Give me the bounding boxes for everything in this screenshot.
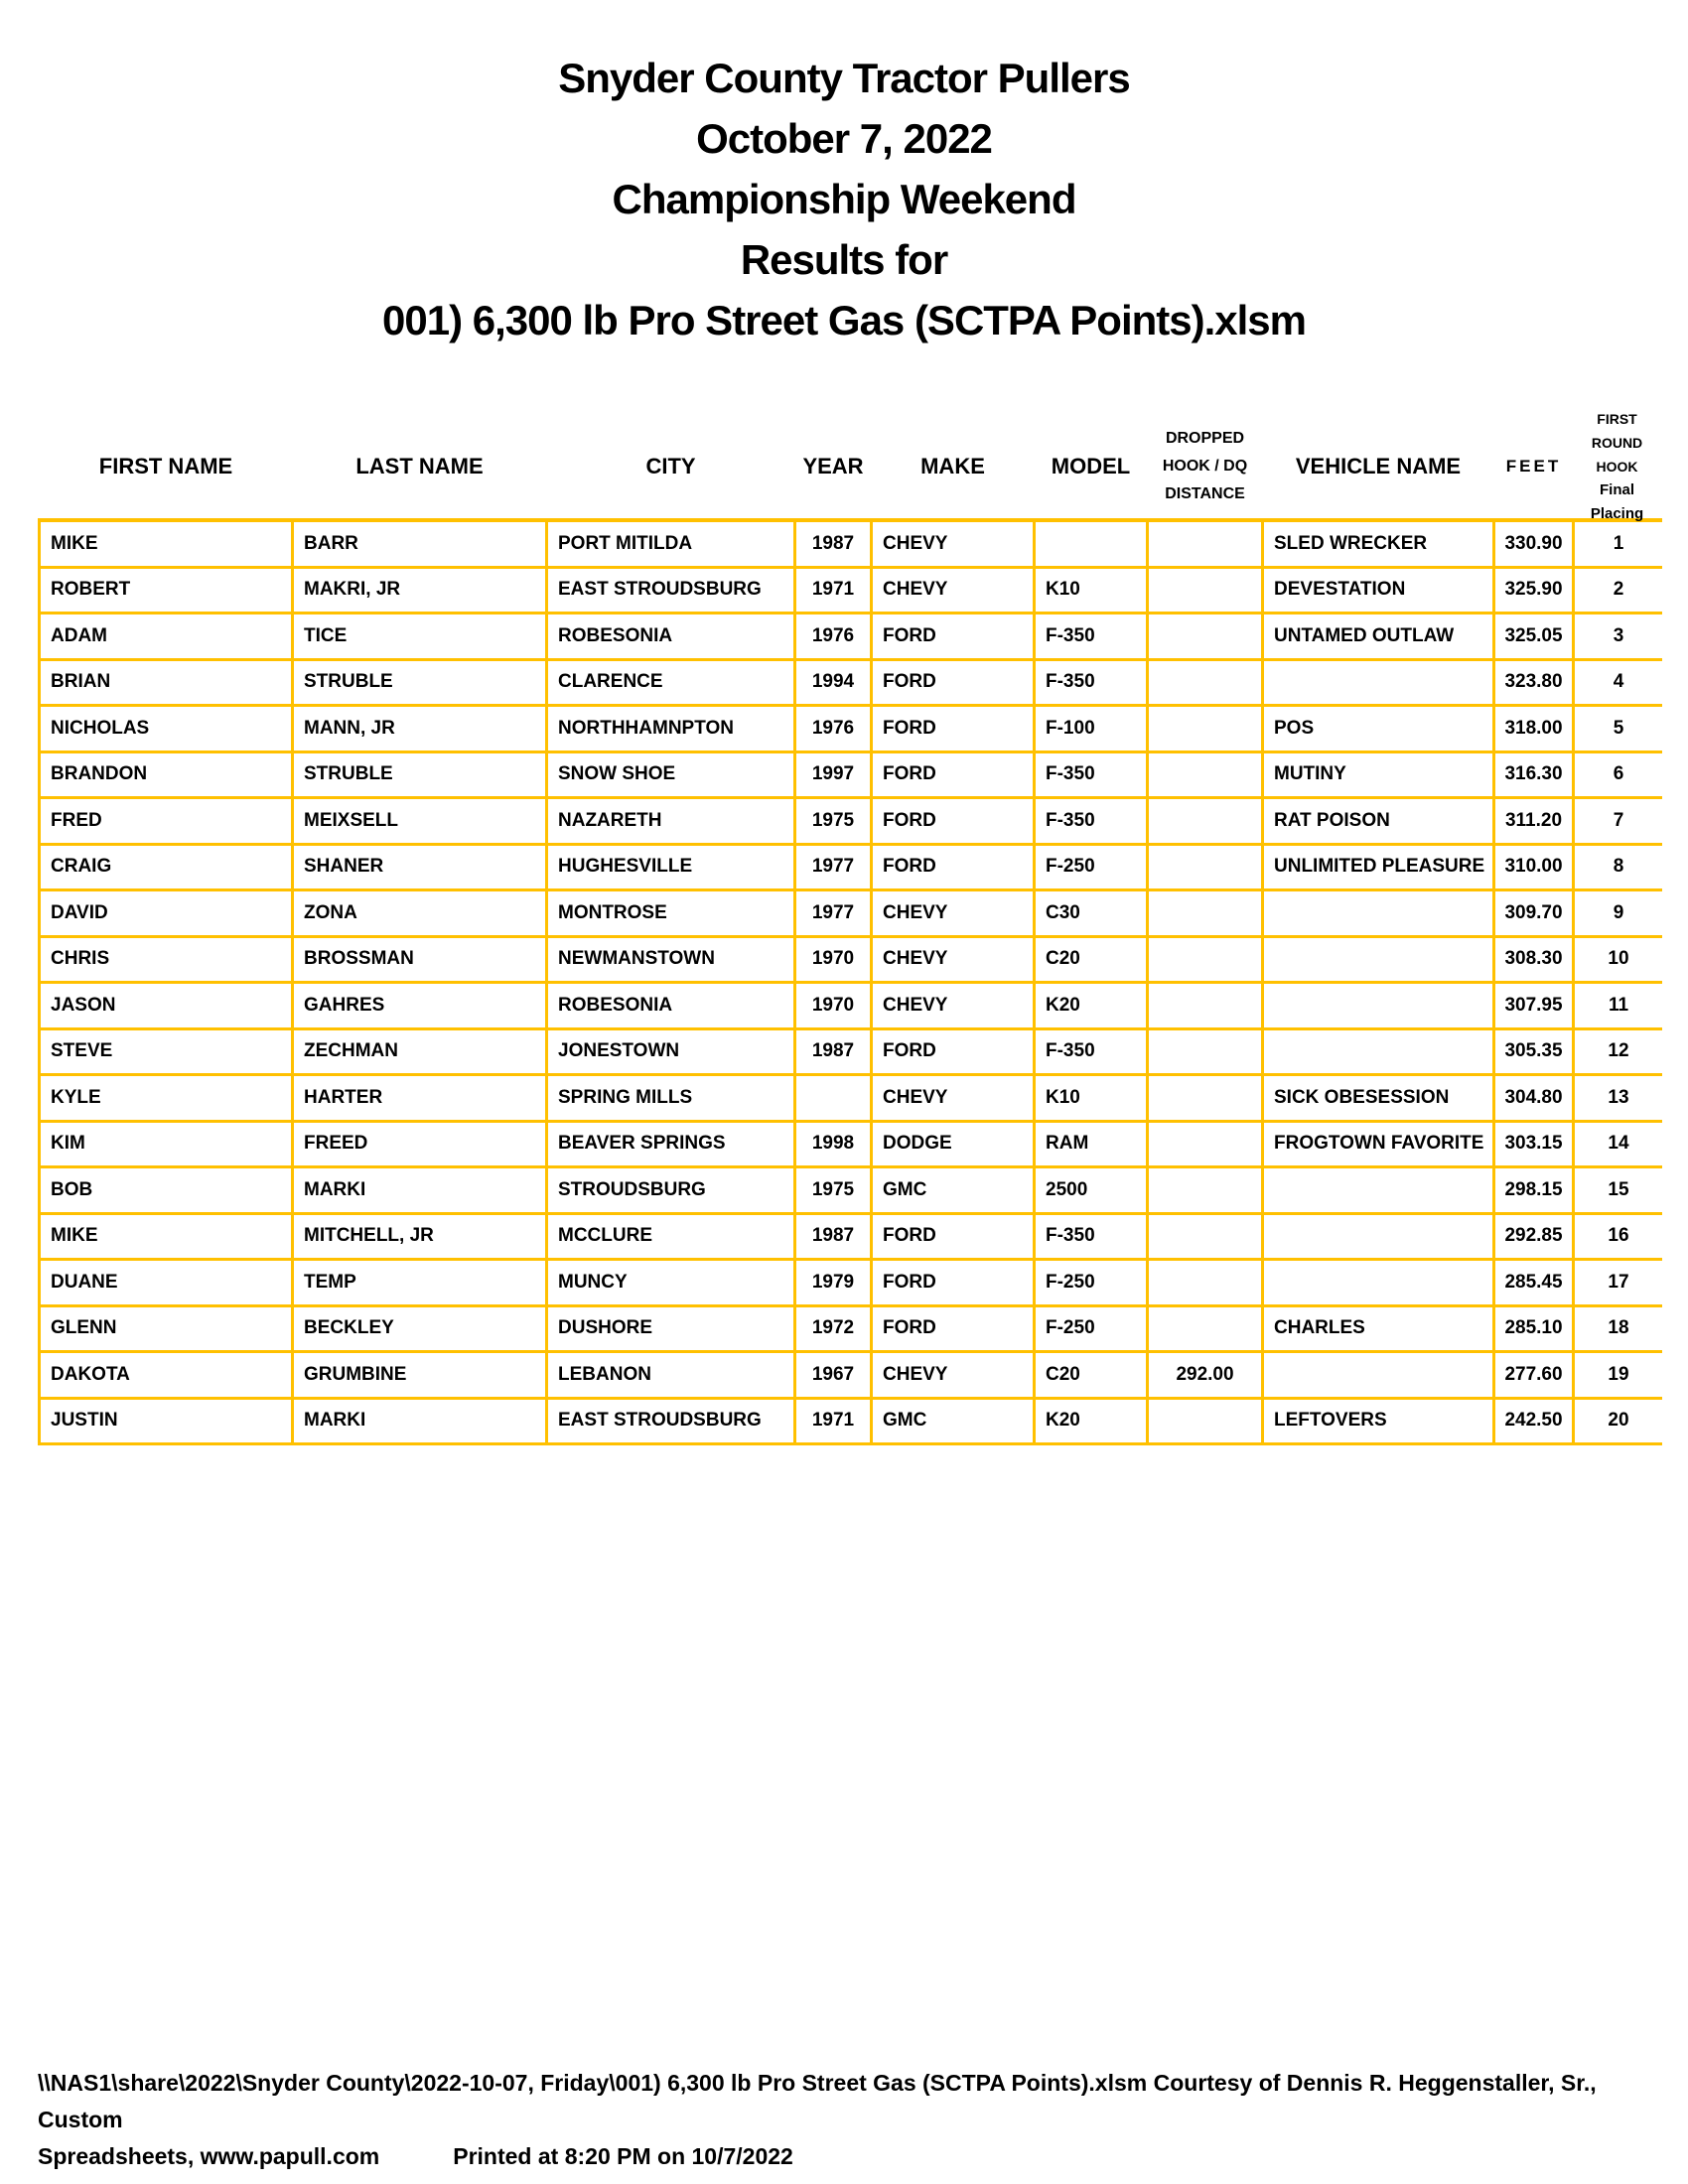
cell-final-placing: 1	[1613, 532, 1624, 554]
cell-first-name: CHRIS	[41, 938, 294, 982]
cell-dropped-hook-distance	[1149, 569, 1264, 613]
table-row	[41, 1076, 1662, 1123]
table-row	[41, 522, 1662, 569]
cell-last-name: MANN, JR	[294, 707, 548, 751]
cell-year: 1970	[796, 938, 873, 982]
cell-last-name: MARKI	[294, 1168, 548, 1212]
cell-dropped-hook-distance	[1149, 846, 1264, 889]
table-row	[41, 1215, 1662, 1262]
cell-first-name: MIKE	[41, 1215, 294, 1259]
cell-make: CHEVY	[873, 891, 1036, 935]
cell-last-name: BECKLEY	[294, 1307, 548, 1351]
table-row	[41, 569, 1662, 615]
footer-printed-at: Printed at 8:20 PM on 10/7/2022	[453, 2143, 793, 2169]
cell-final-placing: 13	[1608, 1086, 1629, 1108]
cell-dropped-hook-distance	[1149, 1400, 1264, 1443]
cell-feet: 277.60	[1495, 1353, 1575, 1397]
cell-final-placing: 20	[1608, 1410, 1629, 1432]
cell-feet: 242.50	[1495, 1400, 1575, 1443]
cell-first-name: KYLE	[41, 1076, 294, 1120]
cell-dropped-hook-distance	[1149, 614, 1264, 658]
cell-feet: 318.00	[1495, 707, 1575, 751]
cell-vehicle-name: POS	[1264, 707, 1495, 751]
cell-final-placing: 3	[1613, 624, 1624, 646]
cell-make: FORD	[873, 661, 1036, 705]
header-dropped-line2: HOOK / DQ	[1162, 458, 1248, 475]
header-placing-line3: Final Placing	[1590, 481, 1644, 522]
cell-year: 1975	[796, 1168, 873, 1212]
cell-final-placing: 14	[1608, 1133, 1629, 1155]
cell-year: 1987	[796, 1215, 873, 1259]
cell-model: C20	[1036, 1353, 1149, 1397]
cell-city: HUGHESVILLE	[548, 846, 796, 889]
cell-dropped-hook-distance	[1149, 1307, 1264, 1351]
cell-dropped-hook-distance	[1149, 891, 1264, 935]
cell-city: ROBESONIA	[548, 984, 796, 1027]
cell-city: EAST STROUDSBURG	[548, 1400, 796, 1443]
cell-city: EAST STROUDSBURG	[548, 569, 796, 613]
title-org: Snyder County Tractor Pullers	[558, 55, 1130, 101]
cell-final-placing: 18	[1608, 1317, 1629, 1339]
header-dropped-line1: DROPPED	[1165, 430, 1245, 447]
cell-feet: 303.15	[1495, 1123, 1575, 1166]
cell-city: NEWMANSTOWN	[548, 938, 796, 982]
cell-vehicle-name: LEFTOVERS	[1264, 1400, 1495, 1443]
cell-dropped-hook-distance	[1149, 707, 1264, 751]
cell-year: 1979	[796, 1261, 873, 1304]
cell-dropped-hook-distance	[1149, 753, 1264, 797]
cell-city: STROUDSBURG	[548, 1168, 796, 1212]
cell-year: 1975	[796, 799, 873, 843]
cell-model: F-350	[1036, 799, 1149, 843]
cell-first-name: KIM	[41, 1123, 294, 1166]
cell-city: SPRING MILLS	[548, 1076, 796, 1120]
cell-last-name: STRUBLE	[294, 661, 548, 705]
cell-last-name: MAKRI, JR	[294, 569, 548, 613]
cell-first-name: STEVE	[41, 1030, 294, 1074]
cell-final-placing: 12	[1608, 1040, 1629, 1062]
cell-vehicle-name: UNTAMED OUTLAW	[1264, 614, 1495, 658]
cell-vehicle-name: RAT POISON	[1264, 799, 1495, 843]
footer-website: Spreadsheets, www.papull.com	[38, 2143, 380, 2169]
cell-year: 1971	[796, 569, 873, 613]
cell-model: RAM	[1036, 1123, 1149, 1166]
cell-final-placing: 8	[1613, 856, 1624, 878]
cell-last-name: BROSSMAN	[294, 938, 548, 982]
footer-print-info	[38, 2138, 1656, 2175]
cell-make: CHEVY	[873, 522, 1036, 566]
cell-city: PORT MITILDA	[548, 522, 796, 566]
cell-make: GMC	[873, 1400, 1036, 1443]
cell-dropped-hook-distance	[1149, 938, 1264, 982]
header-city: CITY	[645, 454, 696, 478]
cell-first-name: JUSTIN	[41, 1400, 294, 1443]
cell-feet: 325.90	[1495, 569, 1575, 613]
header-year: YEAR	[802, 454, 864, 478]
cell-vehicle-name: DEVESTATION	[1264, 569, 1495, 613]
cell-city: SNOW SHOE	[548, 753, 796, 797]
cell-first-name: DAVID	[41, 891, 294, 935]
cell-model: C30	[1036, 891, 1149, 935]
cell-last-name: MARKI	[294, 1400, 548, 1443]
cell-year: 1971	[796, 1400, 873, 1443]
cell-year: 1967	[796, 1353, 873, 1397]
table-row	[41, 938, 1662, 985]
header-make: MAKE	[920, 454, 985, 478]
cell-first-name: GLENN	[41, 1307, 294, 1351]
cell-vehicle-name	[1264, 938, 1495, 982]
cell-last-name: ZECHMAN	[294, 1030, 548, 1074]
cell-final-placing: 10	[1608, 948, 1629, 970]
cell-vehicle-name: MUTINY	[1264, 753, 1495, 797]
cell-final-placing: 19	[1608, 1363, 1629, 1385]
cell-dropped-hook-distance	[1149, 1123, 1264, 1166]
cell-last-name: GAHRES	[294, 984, 548, 1027]
cell-final-placing: 5	[1613, 717, 1624, 739]
cell-make: FORD	[873, 799, 1036, 843]
cell-vehicle-name	[1264, 1353, 1495, 1397]
cell-model: F-350	[1036, 753, 1149, 797]
header-feet: FEET	[1505, 457, 1562, 476]
title-date: October 7, 2022	[696, 115, 992, 162]
table-row	[41, 753, 1662, 800]
cell-first-name: BRIAN	[41, 661, 294, 705]
cell-year: 1976	[796, 707, 873, 751]
cell-model: K10	[1036, 569, 1149, 613]
cell-model: K10	[1036, 1076, 1149, 1120]
cell-year	[796, 1076, 873, 1120]
cell-city: NORTHHAMNPTON	[548, 707, 796, 751]
cell-vehicle-name	[1264, 984, 1495, 1027]
cell-vehicle-name: CHARLES	[1264, 1307, 1495, 1351]
cell-make: FORD	[873, 1030, 1036, 1074]
cell-dropped-hook-distance: 292.00	[1149, 1353, 1264, 1397]
cell-feet: 285.10	[1495, 1307, 1575, 1351]
cell-model: 2500	[1036, 1168, 1149, 1212]
cell-year: 1994	[796, 661, 873, 705]
cell-model: F-250	[1036, 1307, 1149, 1351]
cell-last-name: SHANER	[294, 846, 548, 889]
table-row	[41, 846, 1662, 892]
cell-city: LEBANON	[548, 1353, 796, 1397]
cell-last-name: GRUMBINE	[294, 1353, 548, 1397]
cell-dropped-hook-distance	[1149, 1076, 1264, 1120]
cell-final-placing: 16	[1608, 1225, 1629, 1247]
cell-last-name: MITCHELL, JR	[294, 1215, 548, 1259]
header-model: MODEL	[1051, 454, 1131, 478]
cell-city: JONESTOWN	[548, 1030, 796, 1074]
cell-city: MUNCY	[548, 1261, 796, 1304]
title-event: Championship Weekend	[612, 176, 1076, 222]
table-row	[41, 1307, 1662, 1354]
cell-make: FORD	[873, 614, 1036, 658]
cell-first-name: JASON	[41, 984, 294, 1027]
table-row	[41, 799, 1662, 846]
cell-model: F-350	[1036, 1215, 1149, 1259]
cell-year: 1970	[796, 984, 873, 1027]
cell-vehicle-name	[1264, 1168, 1495, 1212]
cell-last-name: FREED	[294, 1123, 548, 1166]
cell-first-name: ROBERT	[41, 569, 294, 613]
title-results-for: Results for	[740, 236, 948, 283]
cell-feet: 298.15	[1495, 1168, 1575, 1212]
header-placing-line1: FIRST ROUND	[1591, 411, 1643, 451]
cell-first-name: NICHOLAS	[41, 707, 294, 751]
cell-feet: 307.95	[1495, 984, 1575, 1027]
cell-city: MONTROSE	[548, 891, 796, 935]
table-row	[41, 707, 1662, 753]
cell-year: 1987	[796, 1030, 873, 1074]
cell-model	[1036, 522, 1149, 566]
table-body	[38, 518, 1662, 1445]
cell-model: K20	[1036, 1400, 1149, 1443]
cell-year: 1976	[796, 614, 873, 658]
cell-make: CHEVY	[873, 569, 1036, 613]
cell-last-name: BARR	[294, 522, 548, 566]
cell-dropped-hook-distance	[1149, 1261, 1264, 1304]
cell-first-name: DUANE	[41, 1261, 294, 1304]
cell-feet: 330.90	[1495, 522, 1575, 566]
cell-year: 1997	[796, 753, 873, 797]
cell-model: F-250	[1036, 1261, 1149, 1304]
cell-first-name: CRAIG	[41, 846, 294, 889]
cell-vehicle-name	[1264, 1215, 1495, 1259]
cell-city: MCCLURE	[548, 1215, 796, 1259]
cell-final-placing: 4	[1613, 671, 1624, 693]
cell-make: FORD	[873, 846, 1036, 889]
header-final-placing	[1575, 411, 1662, 522]
cell-last-name: STRUBLE	[294, 753, 548, 797]
cell-model: F-350	[1036, 661, 1149, 705]
cell-city: NAZARETH	[548, 799, 796, 843]
cell-dropped-hook-distance	[1149, 799, 1264, 843]
cell-model: F-250	[1036, 846, 1149, 889]
cell-dropped-hook-distance	[1149, 1030, 1264, 1074]
cell-feet: 292.85	[1495, 1215, 1575, 1259]
cell-make: GMC	[873, 1168, 1036, 1212]
cell-feet: 305.35	[1495, 1030, 1575, 1074]
cell-final-placing: 7	[1613, 809, 1624, 831]
cell-city: CLARENCE	[548, 661, 796, 705]
cell-make: FORD	[873, 1215, 1036, 1259]
cell-year: 1977	[796, 891, 873, 935]
cell-vehicle-name: UNLIMITED PLEASURE	[1264, 846, 1495, 889]
cell-feet: 311.20	[1495, 799, 1575, 843]
table-row	[41, 1353, 1662, 1400]
cell-make: CHEVY	[873, 1076, 1036, 1120]
cell-make: CHEVY	[873, 938, 1036, 982]
cell-model: K20	[1036, 984, 1149, 1027]
table-row	[41, 1168, 1662, 1215]
cell-last-name: ZONA	[294, 891, 548, 935]
table-row	[41, 1400, 1662, 1446]
cell-make: CHEVY	[873, 1353, 1036, 1397]
header-first-name: FIRST NAME	[98, 454, 233, 478]
cell-city: BEAVER SPRINGS	[548, 1123, 796, 1166]
cell-final-placing: 11	[1608, 994, 1629, 1016]
cell-make: CHEVY	[873, 984, 1036, 1027]
cell-vehicle-name: SLED WRECKER	[1264, 522, 1495, 566]
cell-year: 1972	[796, 1307, 873, 1351]
cell-final-placing: 6	[1613, 763, 1624, 785]
table-row	[41, 891, 1662, 938]
cell-first-name: DAKOTA	[41, 1353, 294, 1397]
cell-feet: 325.05	[1495, 614, 1575, 658]
cell-year: 1998	[796, 1123, 873, 1166]
cell-year: 1987	[796, 522, 873, 566]
cell-dropped-hook-distance	[1149, 522, 1264, 566]
cell-first-name: ADAM	[41, 614, 294, 658]
cell-final-placing: 15	[1608, 1178, 1629, 1200]
cell-model: F-350	[1036, 614, 1149, 658]
cell-year: 1977	[796, 846, 873, 889]
cell-first-name: BOB	[41, 1168, 294, 1212]
cell-final-placing: 2	[1613, 579, 1624, 601]
cell-make: FORD	[873, 1307, 1036, 1351]
cell-make: DODGE	[873, 1123, 1036, 1166]
cell-vehicle-name: FROGTOWN FAVORITE	[1264, 1123, 1495, 1166]
cell-city: DUSHORE	[548, 1307, 796, 1351]
table-row	[41, 1123, 1662, 1169]
cell-first-name: FRED	[41, 799, 294, 843]
cell-first-name: BRANDON	[41, 753, 294, 797]
table-row	[41, 1261, 1662, 1307]
cell-make: FORD	[873, 1261, 1036, 1304]
header-dropped-line3: DISTANCE	[1165, 485, 1245, 502]
cell-first-name: MIKE	[41, 522, 294, 566]
cell-last-name: MEIXSELL	[294, 799, 548, 843]
title-class-file: 001) 6,300 lb Pro Street Gas (SCTPA Points).xlsm	[382, 297, 1306, 343]
cell-model: C20	[1036, 938, 1149, 982]
header-dropped-hook-distance	[1149, 415, 1264, 518]
cell-dropped-hook-distance	[1149, 1215, 1264, 1259]
cell-dropped-hook-distance	[1149, 661, 1264, 705]
cell-make: FORD	[873, 753, 1036, 797]
cell-feet: 309.70	[1495, 891, 1575, 935]
document-title-block	[0, 55, 1688, 360]
cell-dropped-hook-distance	[1149, 1168, 1264, 1212]
cell-dropped-hook-distance	[1149, 984, 1264, 1027]
table-row	[41, 984, 1662, 1030]
results-table	[38, 411, 1662, 1445]
header-vehicle-name: VEHICLE NAME	[1295, 454, 1462, 478]
cell-make: FORD	[873, 707, 1036, 751]
document-footer	[38, 2065, 1656, 2175]
cell-final-placing: 9	[1613, 901, 1624, 923]
cell-vehicle-name: SICK OBESESSION	[1264, 1076, 1495, 1120]
table-row	[41, 661, 1662, 708]
cell-last-name: TEMP	[294, 1261, 548, 1304]
cell-feet: 323.80	[1495, 661, 1575, 705]
cell-feet: 310.00	[1495, 846, 1575, 889]
cell-feet: 316.30	[1495, 753, 1575, 797]
table-row	[41, 1030, 1662, 1077]
footer-file-path: \\NAS1\share\2022\Snyder County\2022-10-07, Friday\001) 6,300 lb Pro Street Gas (SCTPA Points).xlsm Courtesy of Dennis R. Heggenstaller, Sr., Custom	[38, 2070, 1597, 2132]
table-row	[41, 614, 1662, 661]
cell-vehicle-name	[1264, 1261, 1495, 1304]
cell-vehicle-name	[1264, 661, 1495, 705]
cell-feet: 304.80	[1495, 1076, 1575, 1120]
cell-vehicle-name	[1264, 891, 1495, 935]
cell-last-name: TICE	[294, 614, 548, 658]
cell-feet: 308.30	[1495, 938, 1575, 982]
cell-last-name: HARTER	[294, 1076, 548, 1120]
cell-city: ROBESONIA	[548, 614, 796, 658]
cell-feet: 285.45	[1495, 1261, 1575, 1304]
table-header-row	[38, 411, 1662, 522]
header-last-name: LAST NAME	[355, 454, 484, 478]
cell-final-placing: 17	[1608, 1271, 1629, 1293]
header-placing-line2: HOOK	[1596, 459, 1638, 475]
cell-model: F-100	[1036, 707, 1149, 751]
cell-model: F-350	[1036, 1030, 1149, 1074]
cell-vehicle-name	[1264, 1030, 1495, 1074]
